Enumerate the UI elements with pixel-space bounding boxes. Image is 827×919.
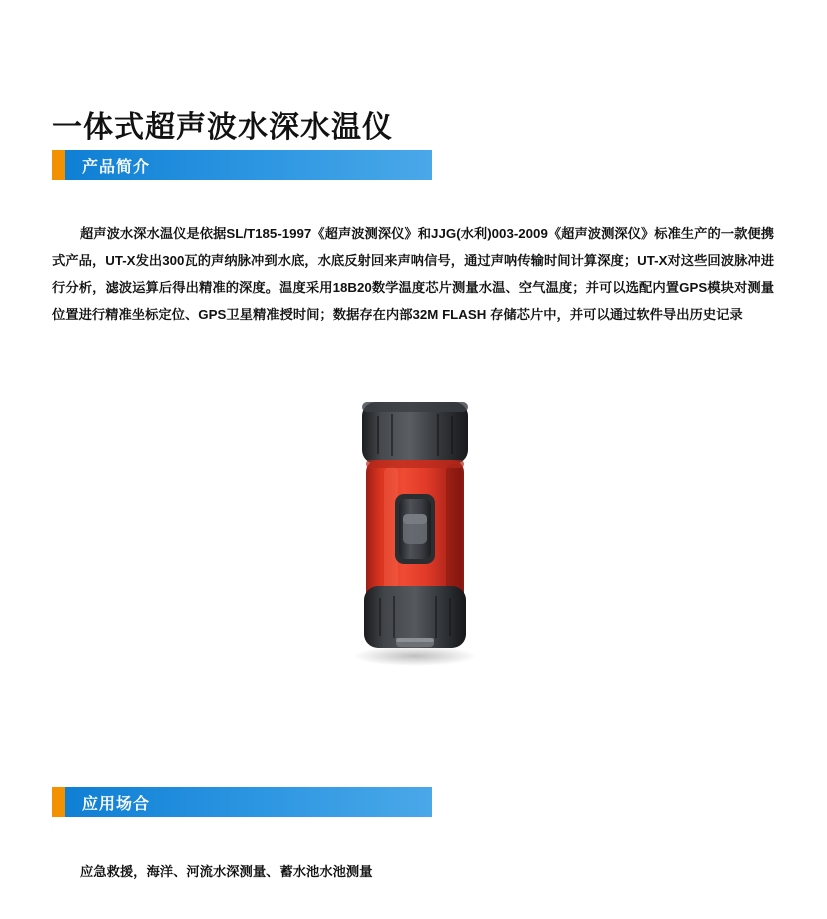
section-header-intro — [52, 150, 432, 180]
product-illustration-svg — [300, 390, 530, 670]
section-heading-label: 产品简介 — [82, 158, 151, 176]
section-header-bar-usage — [65, 787, 432, 817]
product-image — [300, 390, 530, 670]
intro-paragraph: 超声波水深水温仪是依据SL/T185-1997《超声波测深仪》和JJG(水利)003-2009《超声波测深仪》标准生产的一款便携式产品，UT-X发出300瓦的声纳脉冲到水底，水底反射回来声呐信号，通过声呐传输时间计算深度；UT-X对这些回波脉冲进行分析，滤波运算后得出精准的深度。温度采用18B20数学温度芯片测量水温、空气温度；并可以选配内置GPS模块对测量位置进行精准坐标定位、GPS卫星精准授时间；数据存在内部32M FLASH 存储芯片中，并可以通过软件导出历史记录 — [52, 226, 774, 323]
section-accent-bar — [52, 150, 65, 180]
section-header-bar — [65, 150, 432, 180]
page-title: 一体式超声波水深水温仪 — [52, 111, 393, 145]
usage-paragraph: 应急救援，海洋、河流水深测量、蓄水池水池测量 — [80, 864, 373, 880]
section-header-usage — [52, 787, 432, 817]
section-heading-label-usage: 应用场合 — [82, 795, 151, 813]
section-accent-bar-usage — [52, 787, 65, 817]
